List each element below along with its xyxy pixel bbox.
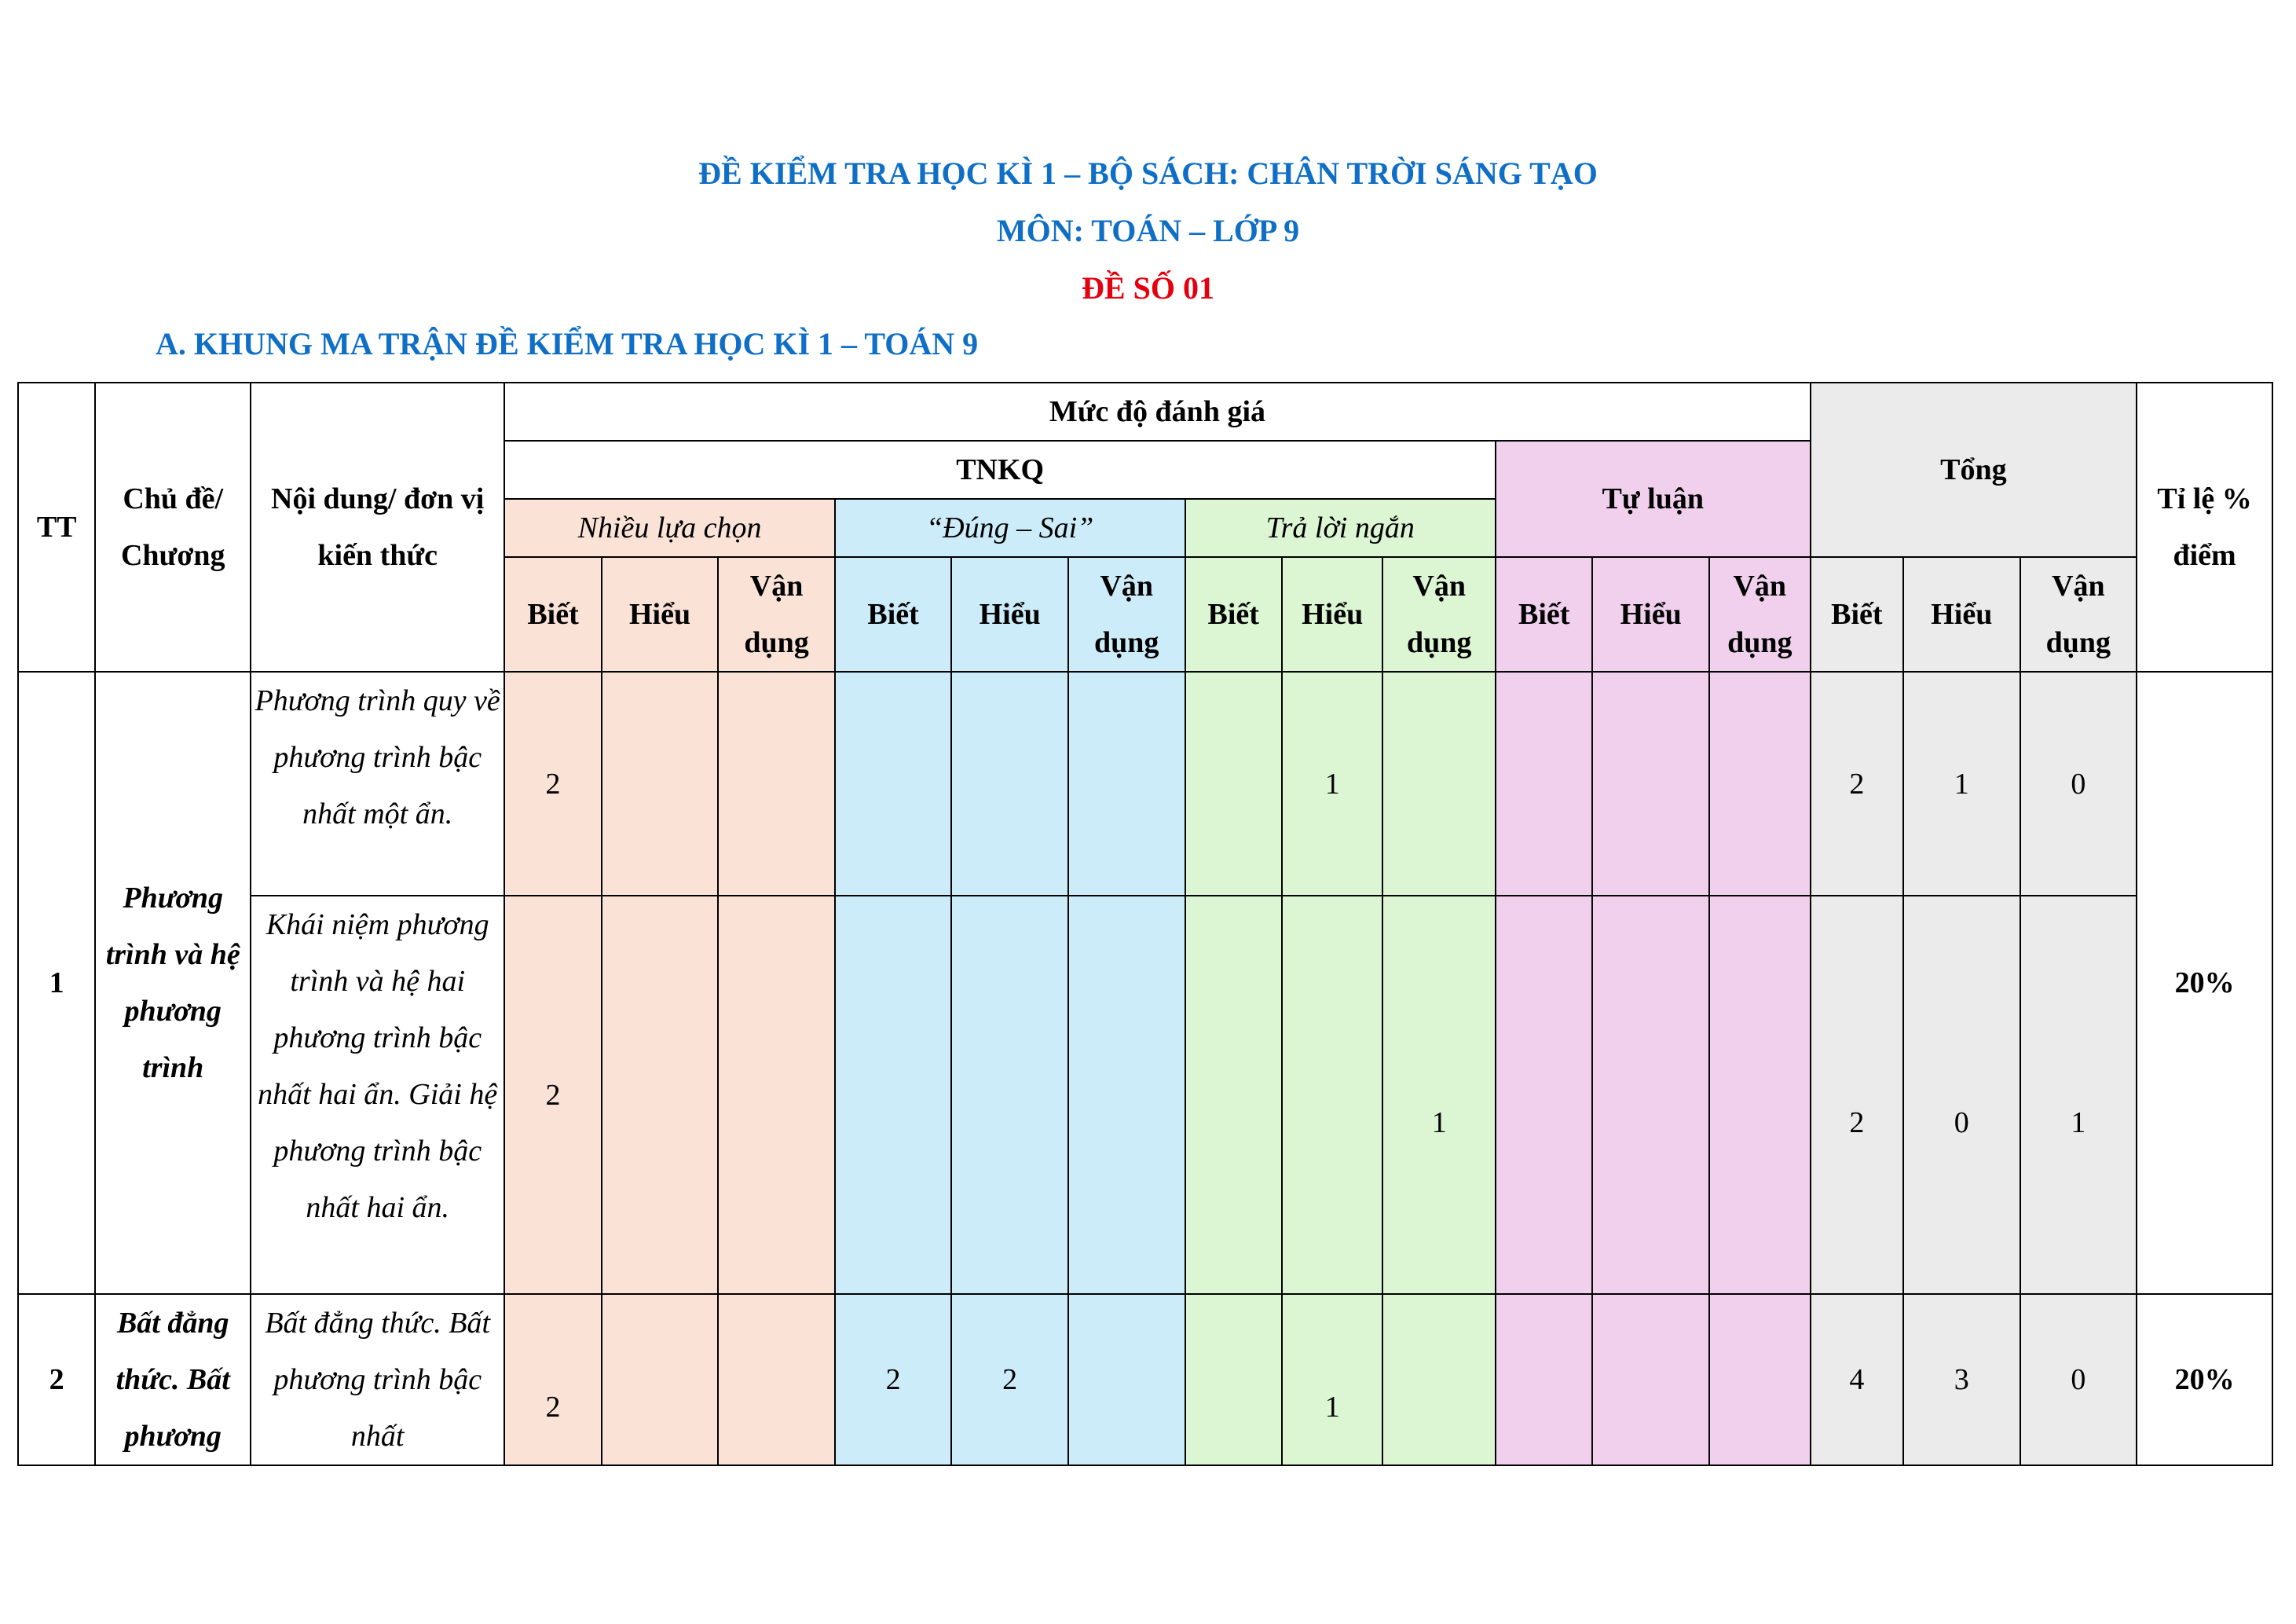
cell-tf-understand bbox=[951, 896, 1068, 1294]
cell-tf-understand bbox=[951, 672, 1068, 896]
total-understand-header: Hiểu bbox=[1903, 557, 2020, 672]
cell-essay-know bbox=[1496, 896, 1592, 1294]
tf-know-header: Biết bbox=[835, 557, 952, 672]
cell-mc-understand bbox=[602, 896, 719, 1294]
cell-mc-know: 2 bbox=[504, 672, 601, 896]
cell-essay-apply bbox=[1709, 672, 1811, 896]
row-ratio: 20% bbox=[2137, 1294, 2272, 1465]
exam-number: ĐỀ SỐ 01 bbox=[1082, 270, 1214, 306]
row-topic: Bất đẳng thức. Bất phương bbox=[95, 1294, 251, 1465]
table-row bbox=[18, 1294, 2272, 1465]
total-know-header: Biết bbox=[1811, 557, 1903, 672]
sa-understand-header: Hiểu bbox=[1282, 557, 1382, 672]
cell-tf-apply bbox=[1068, 896, 1185, 1294]
cell-mc-understand bbox=[602, 1294, 719, 1465]
cell-total-apply: 0 bbox=[2020, 672, 2137, 896]
cell-tf-apply bbox=[1068, 672, 1185, 896]
essay-understand-header: Hiểu bbox=[1592, 557, 1709, 672]
row-tt: 1 bbox=[18, 672, 95, 1294]
table-row bbox=[18, 672, 2272, 896]
header-true-false: “Đúng – Sai” bbox=[835, 499, 1185, 557]
cell-sa-know bbox=[1185, 896, 1282, 1294]
cell-sa-know bbox=[1185, 672, 1282, 896]
header-essay: Tự luận bbox=[1496, 441, 1811, 557]
total-apply-header: Vận dụng bbox=[2020, 557, 2137, 672]
cell-essay-understand bbox=[1592, 896, 1709, 1294]
sa-know-header: Biết bbox=[1185, 557, 1282, 672]
cell-mc-apply bbox=[718, 672, 835, 896]
tf-apply-header: Vận dụng bbox=[1068, 557, 1185, 672]
header-content: Nội dung/ đơn vị kiến thức bbox=[251, 383, 504, 672]
cell-essay-know bbox=[1496, 1294, 1592, 1465]
cell-tf-apply bbox=[1068, 1294, 1185, 1465]
header-assessment-level: Mức độ đánh giá bbox=[504, 383, 1810, 441]
cell-essay-apply bbox=[1709, 896, 1811, 1294]
cell-tf-know bbox=[835, 672, 952, 896]
cell-sa-apply bbox=[1382, 672, 1496, 896]
cell-mc-apply bbox=[718, 896, 835, 1294]
cell-mc-understand bbox=[602, 672, 719, 896]
sa-apply-header: Vận dụng bbox=[1382, 557, 1496, 672]
mc-know-header: Biết bbox=[504, 557, 601, 672]
cell-mc-know: 2 bbox=[504, 1294, 601, 1465]
header-ratio: Tỉ lệ % điểm bbox=[2137, 383, 2272, 672]
mc-understand-header: Hiểu bbox=[602, 557, 719, 672]
cell-total-understand: 0 bbox=[1903, 896, 2020, 1294]
essay-apply-header: Vận dụng bbox=[1709, 557, 1811, 672]
cell-sa-know bbox=[1185, 1294, 1282, 1465]
assessment-matrix-table bbox=[17, 382, 2273, 1466]
cell-essay-understand bbox=[1592, 1294, 1709, 1465]
cell-sa-apply bbox=[1382, 1294, 1496, 1465]
row-content: Khái niệm phương trình và hệ hai phương trình bậc nhất hai ẩn. Giải hệ phương trình bậc nhất hai ẩn. bbox=[251, 896, 504, 1294]
cell-sa-understand: 1 bbox=[1282, 672, 1382, 896]
cell-total-apply: 1 bbox=[2020, 896, 2137, 1294]
cell-total-understand: 3 bbox=[1903, 1294, 2020, 1465]
tf-understand-header: Hiểu bbox=[951, 557, 1068, 672]
cell-total-understand: 1 bbox=[1903, 672, 2020, 896]
cell-sa-understand bbox=[1282, 896, 1382, 1294]
cell-mc-know: 2 bbox=[504, 896, 601, 1294]
cell-essay-know bbox=[1496, 672, 1592, 896]
header-multiple-choice: Nhiều lựa chọn bbox=[504, 499, 835, 557]
cell-essay-understand bbox=[1592, 672, 1709, 896]
header-short-answer: Trả lời ngắn bbox=[1185, 499, 1496, 557]
cell-total-apply: 0 bbox=[2020, 1294, 2137, 1465]
header-total: Tổng bbox=[1811, 383, 2137, 557]
document-title: ĐỀ KIỂM TRA HỌC KÌ 1 – BỘ SÁCH: CHÂN TRỜI SÁNG TẠO bbox=[698, 156, 1598, 191]
row-content: Bất đẳng thức. Bất phương trình bậc nhất bbox=[251, 1294, 504, 1465]
cell-mc-apply bbox=[718, 1294, 835, 1465]
cell-total-know: 4 bbox=[1811, 1294, 1903, 1465]
header-tnkq: TNKQ bbox=[504, 441, 1496, 499]
section-heading: A. KHUNG MA TRẬN ĐỀ KIỂM TRA HỌC KÌ 1 – TOÁN 9 bbox=[156, 326, 979, 361]
row-topic: Phương trình và hệ phương trình bbox=[95, 672, 251, 1294]
row-ratio: 20% bbox=[2137, 672, 2272, 1294]
mc-apply-header: Vận dụng bbox=[718, 557, 835, 672]
table-row bbox=[18, 896, 2272, 1294]
header-topic: Chủ đề/ Chương bbox=[95, 383, 251, 672]
row-tt: 2 bbox=[18, 1294, 95, 1465]
essay-know-header: Biết bbox=[1496, 557, 1592, 672]
cell-total-know: 2 bbox=[1811, 896, 1903, 1294]
cell-essay-apply bbox=[1709, 1294, 1811, 1465]
row-content: Phương trình quy về phương trình bậc nhất một ẩn. bbox=[251, 672, 504, 896]
cell-sa-apply: 1 bbox=[1382, 896, 1496, 1294]
cell-tf-understand: 2 bbox=[951, 1294, 1068, 1465]
cell-tf-know bbox=[835, 896, 952, 1294]
cell-total-know: 2 bbox=[1811, 672, 1903, 896]
subject-line: MÔN: TOÁN – LỚP 9 bbox=[996, 213, 1300, 248]
cell-tf-know: 2 bbox=[835, 1294, 952, 1465]
cell-sa-understand: 1 bbox=[1282, 1294, 1382, 1465]
header-tt: TT bbox=[18, 383, 95, 672]
